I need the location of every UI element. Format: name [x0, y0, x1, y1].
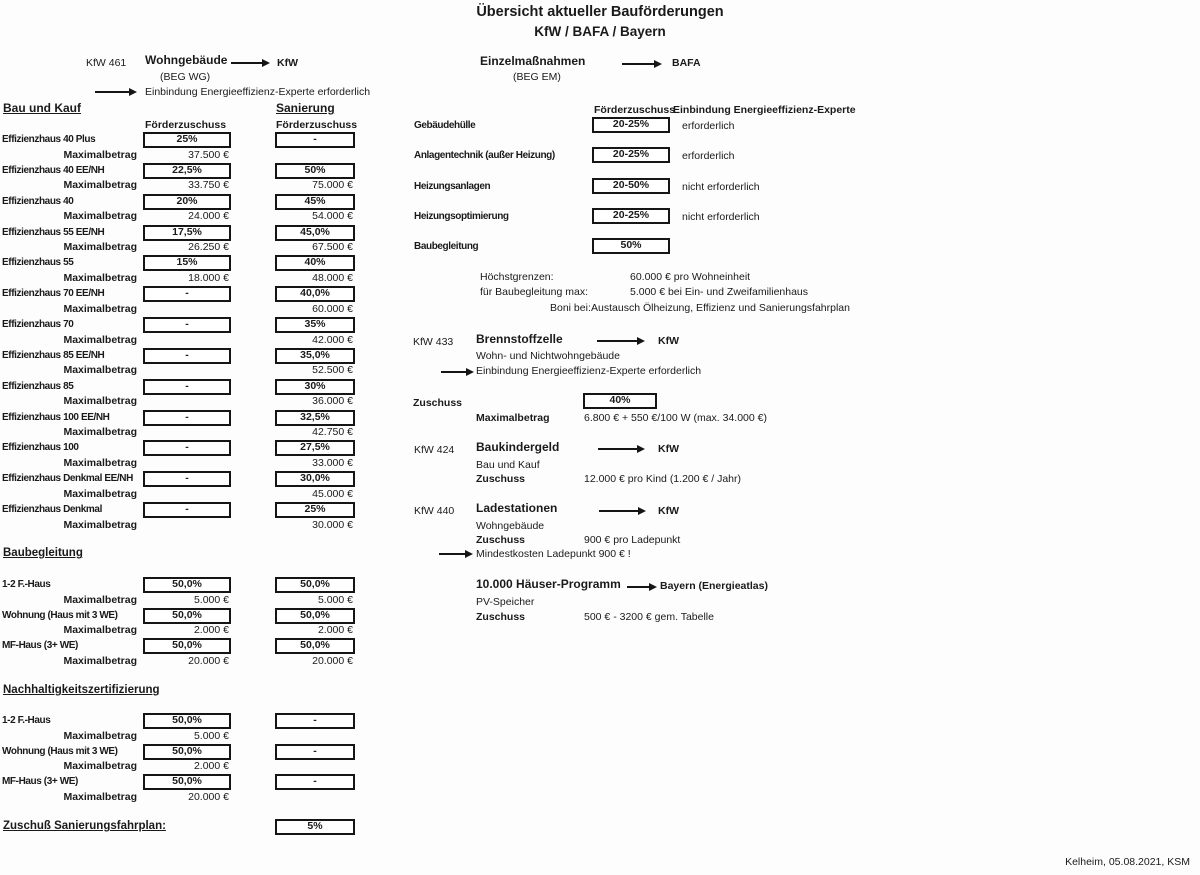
row-label: Effizienzhaus 55 EE/NH	[2, 226, 105, 238]
row-label: Effizienzhaus 85 EE/NH	[2, 349, 105, 361]
bafa-value-box: 20-50%	[592, 178, 670, 194]
row-label: Effizienzhaus 55	[2, 257, 74, 269]
limit-label: für Baubegleitung max:	[480, 286, 588, 298]
max-label: Maximalbetrag	[63, 729, 137, 742]
sanierung-max-amount: 36.000 €	[312, 395, 353, 408]
nachhaltigkeit-table	[0, 713, 360, 805]
kfw440-subtitle: Wohngebäude	[476, 520, 545, 532]
table-row	[0, 471, 360, 502]
bau-kauf-value-box: 25%	[143, 132, 231, 148]
table-row	[0, 744, 360, 775]
table-row	[0, 577, 360, 608]
col-header-bau-und-kauf: Bau und Kauf	[3, 101, 81, 115]
max-label: Maximalbetrag	[63, 593, 137, 606]
sanierung-value-box: 50,0%	[275, 577, 355, 593]
bau-kauf-value-box: 50,0%	[143, 774, 231, 790]
sanierung-max-amount: 52.500 €	[312, 364, 353, 377]
bau-kauf-value-box: 22,5%	[143, 163, 231, 179]
bau-kauf-max-amount: 26.250 €	[188, 241, 229, 254]
table-row	[0, 410, 360, 441]
sanierung-value-box: 32,5%	[275, 410, 355, 426]
row-label: Effizienzhaus Denkmal	[2, 504, 102, 516]
sanierung-value-box: 40,0%	[275, 286, 355, 302]
bafa-row-label: Gebäudehülle	[414, 120, 476, 131]
table-row	[0, 774, 360, 805]
einzelmassnahmen-agency: BAFA	[672, 57, 701, 69]
col2-subheader: Förderzuschuss	[276, 119, 358, 131]
arrow-right-icon	[598, 448, 643, 450]
kfw433-max-value: 6.800 € + 550 €/100 W (max. 34.000 €)	[584, 412, 767, 424]
kfw424-name: Baukindergeld	[476, 440, 560, 454]
einzelmassnahmen-subtitle: (BEG EM)	[513, 71, 561, 83]
bau-kauf-value-box: 50,0%	[143, 638, 231, 654]
arrow-right-icon	[627, 586, 655, 588]
bafa-col-experte-header: Einbindung Energieeffizienz-Experte	[673, 104, 856, 116]
bau-kauf-value-box: 50,0%	[143, 744, 231, 760]
table-row	[0, 440, 360, 471]
bafa-row-label: Baubegleitung	[414, 241, 479, 253]
bau-kauf-max-amount: 5.000 €	[193, 729, 229, 742]
kfw433-code: KfW 433	[413, 336, 454, 348]
kfw440-name: Ladestationen	[476, 501, 558, 515]
limit-value: 5.000 € bei Ein- und Zweifamilienhaus	[630, 286, 809, 298]
row-label: 1-2 F.-Haus	[2, 579, 51, 590]
max-label: Maximalbetrag	[63, 654, 137, 667]
title-line-2: KfW / BAFA / Bayern	[534, 24, 666, 39]
kfw461-note: Einbindung Energieeffizienz-Experte erforderlich	[145, 86, 371, 98]
arrow-right-icon	[599, 510, 644, 512]
bau-kauf-max-amount: 2.000 €	[193, 624, 229, 636]
sanierung-max-amount: 33.000 €	[312, 456, 353, 469]
bafa-table	[410, 117, 880, 268]
bau-kauf-value-box: 50,0%	[143, 608, 231, 624]
row-label: Effizienzhaus 40	[2, 195, 74, 207]
bafa-value-box: 20-25%	[592, 117, 670, 133]
haeuser-programm-name: 10.000 Häuser-Programm	[476, 577, 621, 591]
kfw433-zuschuss-box: 40%	[583, 393, 657, 409]
bau-kauf-value-box: -	[143, 410, 231, 426]
row-label: Wohnung (Haus mit 3 WE)	[2, 745, 118, 757]
sanierung-max-amount: 5.000 €	[317, 593, 353, 606]
row-label: Effizienzhaus 70	[2, 319, 74, 331]
sanierung-max-amount: 48.000 €	[312, 271, 353, 284]
row-label: Effizienzhaus 100	[2, 442, 79, 454]
max-label: Maximalbetrag	[63, 487, 137, 500]
bau-kauf-value-box: 50,0%	[143, 713, 231, 729]
bau-kauf-max-amount: 37.500 €	[188, 148, 229, 161]
bau-kauf-value-box: -	[143, 502, 231, 518]
experte-note: erforderlich	[682, 120, 735, 132]
limit-row	[410, 271, 870, 286]
bafa-row-label: Anlagentechnik (außer Heizung)	[414, 150, 555, 162]
bafa-row	[410, 238, 880, 268]
boni-value: Austausch Ölheizung, Effizienz und Sanierungsfahrplan	[591, 302, 850, 314]
row-label: Effizienzhaus Denkmal EE/NH	[2, 473, 133, 485]
title-line-1: Übersicht aktueller Bauförderungen	[476, 4, 724, 20]
table-row	[0, 132, 360, 163]
table-row	[0, 194, 360, 225]
max-label: Maximalbetrag	[63, 333, 137, 346]
row-label: Effizienzhaus 85	[2, 380, 74, 392]
max-label: Maximalbetrag	[63, 364, 137, 377]
bau-kauf-value-box: -	[143, 317, 231, 333]
col1-subheader: Förderzuschuss	[145, 119, 227, 131]
sanierung-max-amount: 45.000 €	[312, 487, 353, 500]
bau-kauf-max-amount: 2.000 €	[193, 760, 229, 772]
bau-kauf-max-amount: 20.000 €	[188, 790, 229, 803]
table-row	[0, 608, 360, 639]
bafa-value-box: 50%	[592, 238, 670, 254]
kfw440-zuschuss-label: Zuschuss	[476, 534, 526, 546]
bau-kauf-value-box: -	[143, 440, 231, 456]
sanierung-value-box: 50,0%	[275, 608, 355, 624]
haeuser-programm-subtitle: PV-Speicher	[476, 596, 535, 608]
bafa-value-box: 20-25%	[592, 147, 670, 163]
max-label: Maximalbetrag	[63, 518, 137, 531]
bau-kauf-value-box: -	[143, 379, 231, 395]
sanierung-max-amount: 54.000 €	[312, 210, 353, 223]
max-label: Maximalbetrag	[63, 395, 137, 408]
max-label: Maximalbetrag	[63, 302, 137, 315]
row-label: 1-2 F.-Haus	[2, 715, 51, 726]
bau-kauf-value-box: 17,5%	[143, 225, 231, 241]
bafa-row	[410, 178, 880, 208]
kfw433-name: Brennstoffzelle	[476, 332, 563, 346]
bafa-row	[410, 147, 880, 177]
row-label: MF-Haus (3+ WE)	[2, 640, 78, 651]
table-row	[0, 317, 360, 348]
bau-kauf-max-amount: 5.000 €	[193, 593, 229, 606]
max-label: Maximalbetrag	[63, 271, 137, 284]
kfw440-agency: KfW	[658, 505, 679, 517]
row-label: MF-Haus (3+ WE)	[2, 776, 78, 787]
row-label: Effizienzhaus 100 EE/NH	[2, 411, 110, 423]
row-label: Wohnung (Haus mit 3 WE)	[2, 609, 118, 621]
sanierung-max-amount: 2.000 €	[317, 624, 353, 636]
sanierungsfahrplan-label: Zuschuß Sanierungsfahrplan:	[3, 820, 166, 832]
table-row	[0, 379, 360, 410]
footer-note: Kelheim, 05.08.2021, KSM	[1065, 856, 1190, 868]
bau-kauf-max-amount: 24.000 €	[188, 210, 229, 223]
kfw424-code: KfW 424	[414, 444, 455, 456]
sanierung-value-box: 27,5%	[275, 440, 355, 456]
effizienzhaus-table	[0, 132, 360, 533]
bau-kauf-value-box: -	[143, 471, 231, 487]
sanierung-value-box: 45%	[275, 194, 355, 210]
haeuser-zuschuss-value: 500 € - 3200 € gem. Tabelle	[584, 611, 714, 623]
max-label: Maximalbetrag	[63, 148, 137, 161]
bafa-row	[410, 117, 880, 147]
kfw440-code: KfW 440	[414, 505, 455, 517]
sanierung-max-amount: 60.000 €	[312, 302, 353, 315]
kfw433-note: Einbindung Energieeffizienz-Experte erforderlich	[476, 365, 702, 377]
max-label: Maximalbetrag	[63, 790, 137, 803]
table-row	[0, 163, 360, 194]
sanierung-value-box: 30,0%	[275, 471, 355, 487]
sanierung-value-box: 25%	[275, 502, 355, 518]
bau-kauf-max-amount: 20.000 €	[188, 654, 229, 667]
haeuser-zuschuss-label: Zuschuss	[476, 611, 526, 623]
haeuser-programm-agency: Bayern (Energieatlas)	[660, 580, 768, 592]
limit-row	[410, 286, 870, 301]
section-header-nachhaltigkeit: Nachhaltigkeitszertifizierung	[3, 684, 160, 696]
sanierung-max-amount: 30.000 €	[312, 518, 353, 531]
bau-kauf-max-amount: 33.750 €	[188, 179, 229, 192]
bafa-limits	[410, 271, 870, 301]
row-label: Effizienzhaus 70 EE/NH	[2, 288, 105, 300]
arrow-right-icon	[597, 340, 643, 342]
arrow-right-icon	[231, 62, 268, 64]
kfw433-max-label: Maximalbetrag	[476, 412, 550, 424]
bau-kauf-value-box: -	[143, 348, 231, 364]
bafa-col-zuschuss-header: Förderzuschuss	[594, 104, 676, 116]
experte-note: erforderlich	[682, 150, 735, 163]
sanierung-value-box: 40%	[275, 255, 355, 271]
table-row	[0, 225, 360, 256]
page-title	[0, 3, 1200, 41]
kfw433-agency: KfW	[658, 335, 679, 347]
kfw424-agency: KfW	[658, 443, 679, 455]
section-header-baubegleitung: Baubegleitung	[3, 547, 83, 559]
sanierung-value-box: 35,0%	[275, 348, 355, 364]
bafa-value-box: 20-25%	[592, 208, 670, 224]
kfw461-agency: KfW	[277, 57, 298, 69]
arrow-right-icon	[95, 91, 135, 93]
max-label: Maximalbetrag	[63, 760, 137, 772]
kfw440-note: Mindestkosten Ladepunkt 900 € !	[476, 548, 631, 560]
bau-kauf-value-box: 50,0%	[143, 577, 231, 593]
bau-kauf-value-box: -	[143, 286, 231, 302]
max-label: Maximalbetrag	[63, 241, 137, 254]
limit-label: Höchstgrenzen:	[480, 271, 554, 283]
table-row	[0, 713, 360, 744]
table-row	[0, 638, 360, 669]
sanierung-max-amount: 20.000 €	[312, 654, 353, 667]
kfw424-subtitle: Bau und Kauf	[476, 459, 540, 471]
kfw461-code: KfW 461	[86, 57, 127, 69]
table-row	[0, 255, 360, 286]
arrow-right-icon	[441, 371, 472, 373]
bau-kauf-max-amount: 18.000 €	[188, 271, 229, 284]
arrow-right-icon	[622, 63, 660, 65]
experte-note: nicht erforderlich	[682, 180, 760, 193]
sanierung-value-box: -	[275, 774, 355, 790]
max-label: Maximalbetrag	[63, 456, 137, 469]
kfw440-zuschuss-value: 900 € pro Ladepunkt	[584, 534, 681, 546]
sanierung-value-box: 30%	[275, 379, 355, 395]
bau-kauf-value-box: 20%	[143, 194, 231, 210]
kfw461-subtitle: (BEG WG)	[160, 71, 211, 83]
kfw424-zuschuss-label: Zuschuss	[476, 473, 526, 485]
sanierung-value-box: 50,0%	[275, 638, 355, 654]
bafa-row-label: Heizungsanlagen	[414, 180, 491, 192]
max-label: Maximalbetrag	[63, 426, 137, 439]
max-label: Maximalbetrag	[63, 210, 137, 223]
kfw433-subtitle: Wohn- und Nichtwohngebäude	[476, 350, 620, 362]
col-header-sanierung: Sanierung	[276, 101, 335, 115]
table-row	[0, 502, 360, 533]
table-row	[0, 348, 360, 379]
max-label: Maximalbetrag	[63, 179, 137, 192]
sanierung-value-box: -	[275, 713, 355, 729]
arrow-right-icon	[439, 553, 471, 555]
einzelmassnahmen-name: Einzelmaßnahmen	[480, 54, 586, 68]
sanierung-max-amount: 67.500 €	[312, 241, 353, 254]
bafa-row-label: Heizungsoptimierung	[414, 210, 509, 222]
limit-value: 60.000 € pro Wohneinheit	[630, 271, 751, 283]
sanierungsfahrplan-value-box: 5%	[275, 819, 355, 835]
experte-note: nicht erforderlich	[682, 210, 760, 223]
max-label: Maximalbetrag	[63, 624, 137, 636]
sanierung-value-box: 35%	[275, 317, 355, 333]
bau-kauf-value-box: 15%	[143, 255, 231, 271]
sanierung-max-amount: 42.000 €	[312, 333, 353, 346]
sanierung-value-box: -	[275, 132, 355, 148]
bafa-row	[410, 208, 880, 238]
sanierung-value-box: -	[275, 744, 355, 760]
table-row	[0, 286, 360, 317]
kfw424-zuschuss-value: 12.000 € pro Kind (1.200 € / Jahr)	[584, 473, 742, 485]
sanierung-max-amount: 75.000 €	[312, 179, 353, 192]
kfw433-zuschuss-label: Zuschuss	[413, 397, 463, 409]
sanierung-max-amount: 42.750 €	[312, 426, 353, 439]
boni-label: Boni bei:	[550, 302, 591, 314]
row-label: Effizienzhaus 40 EE/NH	[2, 164, 105, 176]
baubegleitung-table	[0, 577, 360, 669]
sanierung-value-box: 45,0%	[275, 225, 355, 241]
sanierung-value-box: 50%	[275, 163, 355, 179]
row-label: Effizienzhaus 40 Plus	[2, 134, 96, 145]
kfw461-name: Wohngebäude	[145, 53, 228, 67]
